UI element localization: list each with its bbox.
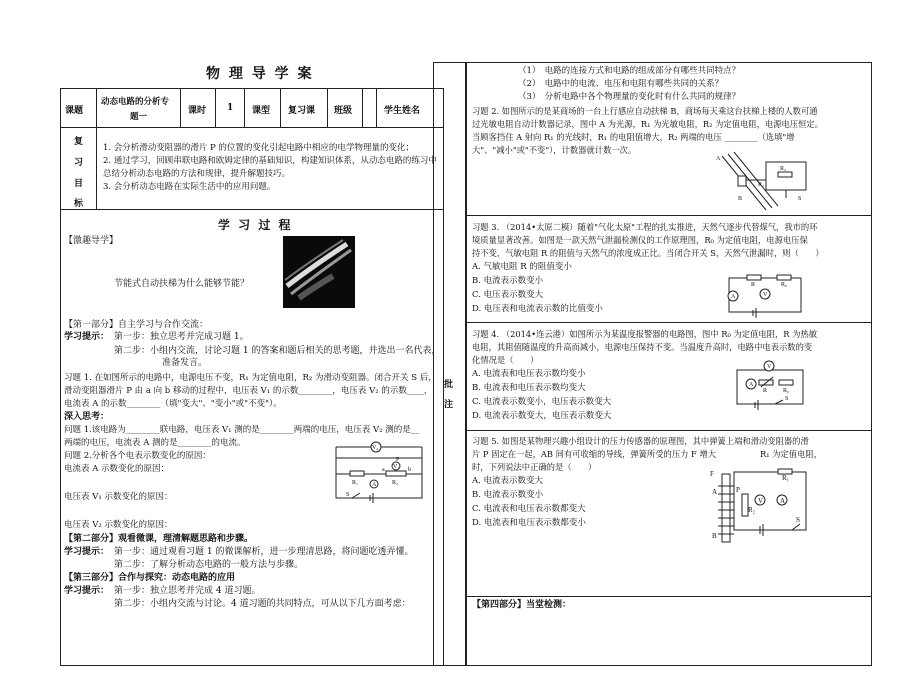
hours-label: 课时 bbox=[188, 106, 207, 116]
c2-label-a: A bbox=[716, 156, 721, 162]
goal-3: 3. 会分析动态电路在实际生活中的应用问题。 bbox=[103, 182, 276, 192]
c2-label-b: B bbox=[738, 196, 743, 202]
goal-1: 1. 会分析滑动变阻器的滑片 P 的位置的变化引起电路中相应的电学物理量的变化； bbox=[103, 143, 414, 153]
consider-2: （2） 电路中的电流、电压和电阻有哪些共同的关系？ bbox=[518, 79, 724, 89]
ex2-line4: 大"、"减小"或"不变"），计数器就计数一次。 bbox=[472, 145, 637, 155]
escalator-photo bbox=[283, 236, 355, 308]
part2-step2: 第二步：了解分析动态电路的一般方法与步骤。 bbox=[114, 560, 304, 570]
c1-label-r1: R₁ bbox=[352, 480, 359, 486]
c1-label-p: P bbox=[396, 457, 400, 463]
side-note-frame bbox=[433, 62, 466, 666]
topic-label: 课题 bbox=[65, 106, 84, 116]
q1-line1: 问题 1.该电路为________联电路，电压表 V₁ 测的是________两端的电压，电压表 V₂ 测的是__ bbox=[64, 425, 420, 435]
ex4-option-c: C. 电流表示数变小，电压表示数变大 bbox=[472, 397, 612, 407]
ex4-line1: 习题 4. （2014•连云港）如图所示为某温度报警器的电路图，图中 R₀ 为定值电阻，R 为热敏 bbox=[472, 329, 818, 339]
ex5-option-b: B. 电流表示数变小 bbox=[472, 490, 544, 500]
q2: 问题 2.分析各个电表示数变化的原因： bbox=[64, 451, 211, 461]
consider-3: （3） 分析电路中各个物理量的变化时有什么共同的规律？ bbox=[518, 92, 741, 102]
ex5-line2: 片 P 固定在一起，AB 间有可收缩的导线，弹簧所受的压力 F 增大 bbox=[472, 449, 717, 459]
ex5-option-a: A. 电流表示数变大 bbox=[472, 476, 544, 486]
hours-value: 1 bbox=[227, 103, 234, 113]
c3-label-r0: R₀ bbox=[781, 282, 788, 288]
part1-step2a: 第二步：小组内交流，讨论习题 1 的答案和题后相关的思考题，并选出一名代表， bbox=[114, 346, 441, 356]
c5-label-ammeter: A bbox=[780, 497, 786, 505]
c4-label-a: A bbox=[749, 382, 754, 388]
c3-label-r: R bbox=[751, 282, 756, 288]
c1-label-a-end: a bbox=[382, 467, 385, 473]
part1-step2b: 准备发言。 bbox=[162, 358, 208, 368]
c2-label-s: S bbox=[798, 196, 802, 202]
reason-v2: 电压表 V₂ 示数变化的原因： bbox=[64, 520, 173, 530]
separator-3 bbox=[466, 430, 872, 431]
intro-question: 节能式自动扶梯为什么能够节能？ bbox=[114, 279, 250, 289]
consider-1: （1） 电路的连接方式和电路的组成部分有哪些共同特点？ bbox=[518, 66, 741, 76]
c5-label-p: P bbox=[736, 486, 740, 494]
c5-label-s: S bbox=[796, 516, 800, 524]
page-title: 物 理 导 学 案 bbox=[206, 66, 314, 82]
reason-a: 电流表 A 示数变化的原因： bbox=[64, 464, 170, 474]
part3-step1: 第一步：独立思考并完成 4 道习题。 bbox=[114, 586, 261, 596]
c1-label-b-end: b bbox=[408, 467, 411, 473]
intro-label: 【激趣导学】 bbox=[64, 236, 119, 246]
ex3-line3: 持不变，气敏电阻 R 的阻值与天然气的浓度成正比。当闭合开关 S，天然气泄漏时，则（ ） bbox=[472, 248, 824, 258]
c5-label-r2: R₂ bbox=[748, 506, 756, 514]
c5-label-r1: R₁ bbox=[782, 474, 790, 482]
circuit-diagram-1 bbox=[330, 440, 428, 504]
side-note-1: 批 bbox=[444, 380, 454, 390]
separator-4 bbox=[466, 596, 872, 597]
part2-step1: 第一步：通过观看习题 1 的微课解析，进一步理清思路，将问题吃透弄懂。 bbox=[114, 547, 414, 557]
type-label: 课型 bbox=[252, 106, 271, 116]
ex4-line3: 化情况是（ ） bbox=[472, 355, 539, 365]
goals-label-2: 习 bbox=[74, 158, 84, 168]
goal-2: 2. 通过学习，回顾串联电路和欧姆定律的基础知识，构建知识体系，从动态电路的练习中 bbox=[103, 156, 437, 166]
part3-step2: 第二步：小组内交流与讨论。4 道习题的共同特点，可从以下几方面考虑： bbox=[114, 599, 411, 609]
ex1-line2: 滑动变阻器滑片 P 由 a 向 b 移动的过程中，电压表 V₁ 的示数________，电压表 V₂ 的示数____， bbox=[64, 386, 433, 396]
ex5-line1: 习题 5. 如图是某物理兴趣小组设计的压力传感器的原理图，其中弹簧上端和滑动变阻器的滑 bbox=[472, 436, 809, 446]
part1-title: 【第一部分】自主学习与合作交流： bbox=[64, 320, 209, 330]
c5-label-v: V bbox=[758, 497, 764, 505]
c1-label-v2: V₂ bbox=[372, 445, 379, 451]
c1-label-r2: R₂ bbox=[392, 480, 399, 486]
part4-title: 【第四部分】当堂检测： bbox=[472, 600, 572, 610]
type-value: 复习课 bbox=[288, 106, 316, 116]
goal-2b: 总结分析动态电路的方法和规律，提升解题技巧。 bbox=[103, 169, 291, 179]
c4-label-s: S bbox=[785, 396, 789, 402]
ex5-r1-note: R₁ 为定值电阻， bbox=[760, 449, 822, 459]
ex3-line2: 境质量显著改善。如图是一款天然气泄漏检测仪的工作原理图，R₀ 为定值电阻，电源电压保 bbox=[472, 235, 808, 245]
part1-tips-label: 学习提示： bbox=[64, 332, 110, 342]
c5-label-f: F bbox=[710, 470, 714, 478]
part1-step1: 第一步：独立思考并完成习题 1。 bbox=[114, 332, 249, 342]
ex5-line3: 时，下列说法中正确的是（ ） bbox=[472, 462, 597, 472]
deep-label: 深入思考： bbox=[64, 412, 110, 422]
ex2-line3: 当顾客挡住 A 射向 R₁ 的光线时，R₁ 的电阻值增大，R₂ 两端的电压 ________（选填"增 bbox=[472, 132, 795, 142]
ex3-line1: 习题 3. （2014•太原二模）随着"气化太原"工程的扎实推进，天然气逐步代替煤气，我市的环 bbox=[472, 222, 818, 232]
part2-tips-label: 学习提示： bbox=[64, 547, 110, 557]
separator-2 bbox=[466, 322, 872, 323]
topic-value-line2: 题一 bbox=[130, 112, 148, 122]
circuit-diagram-2 bbox=[714, 150, 814, 218]
c4-label-v: V bbox=[767, 364, 772, 370]
ex1-line1: 习题 1. 在如图所示的电路中，电源电压不变，R₁ 为定值电阻，R₂ 为滑动变阻器。闭合开关 S 后， bbox=[64, 373, 437, 383]
ex2-line2: 过光敏电阻自动计数器记录，图中 A 为光源，R₁ 为光敏电阻，R₂ 为定值电阻，电源电压恒定。 bbox=[472, 119, 823, 129]
process-title: 学 习 过 程 bbox=[218, 218, 293, 232]
part3-tips-label: 学习提示： bbox=[64, 586, 110, 596]
ex2-line1: 习题 2. 如图所示的是某商场的一台上行感应自动扶梯 B，商场每天乘这台扶梯上楼的人数可通 bbox=[472, 106, 818, 116]
ex4-option-d: D. 电流表示数变大，电压表示数变大 bbox=[472, 411, 612, 421]
student-label: 学生姓名 bbox=[384, 106, 421, 116]
ex3-option-c: C. 电压表示数变大 bbox=[472, 290, 544, 300]
ex3-option-a: A. 气敏电阻 R 的阻值变小 bbox=[472, 262, 572, 272]
ex4-option-b: B. 电流表和电压表示数均变大 bbox=[472, 383, 586, 393]
goals-label-4: 标 bbox=[74, 199, 84, 209]
goals-label-3: 目 bbox=[74, 179, 84, 189]
ex5-option-d: D. 电流表和电压表示数都变小 bbox=[472, 518, 586, 528]
c5-label-a-point: A bbox=[712, 488, 718, 496]
c1-label-s: S bbox=[346, 492, 350, 498]
ex4-line2: 电阻，其阻值随温度的升高而减小，电源电压保持不变。当温度升高时，电路中电表示数的变 bbox=[472, 342, 813, 352]
c1-label-a: A bbox=[372, 482, 377, 488]
circuit-diagram-3 bbox=[723, 272, 807, 318]
c5-label-b-point: B bbox=[712, 532, 717, 540]
class-label: 班级 bbox=[334, 106, 353, 116]
ex1-line3: 电流表 A 的示数________（填"变大"、"变小"或"不变"）。 bbox=[64, 399, 282, 409]
c4-label-r: R bbox=[763, 388, 768, 394]
side-note-2: 注 bbox=[444, 400, 454, 410]
c4-label-r0: R₀ bbox=[783, 388, 790, 394]
c3-label-v: V bbox=[763, 292, 768, 298]
topic-value-line1: 动态电路的分析专 bbox=[101, 97, 170, 107]
c2-label-r2: R₂ bbox=[780, 166, 787, 172]
ex3-option-b: B. 电流表示数变小 bbox=[472, 276, 544, 286]
circuit-diagram-5 bbox=[700, 466, 812, 548]
reason-v1: 电压表 V₁ 示数变化的原因： bbox=[64, 492, 173, 502]
ex3-option-d: D. 电压表和电流表示数的比值变小 bbox=[472, 304, 603, 314]
part2-title: 【第二部分】观看微课，理清解题思路和步骤。 bbox=[64, 534, 254, 544]
separator-1 bbox=[466, 215, 872, 216]
goals-label-1: 复 bbox=[74, 137, 84, 147]
ex5-option-c: C. 电流表和电压表示数都变大 bbox=[472, 504, 586, 514]
c1-label-v1: V₁ bbox=[393, 464, 400, 470]
part3-title: 【第三部分】合作与探究：动态电路的应用 bbox=[64, 573, 236, 583]
ex4-option-a: A. 电流表和电压表示数均变小 bbox=[472, 369, 586, 379]
c3-label-a: A bbox=[731, 294, 736, 300]
c2-label-r1: R₁ bbox=[758, 182, 765, 188]
q1-line2: 两端的电压，电流表 A 测的是________的电流。 bbox=[64, 438, 246, 448]
circuit-diagram-4 bbox=[731, 360, 809, 410]
